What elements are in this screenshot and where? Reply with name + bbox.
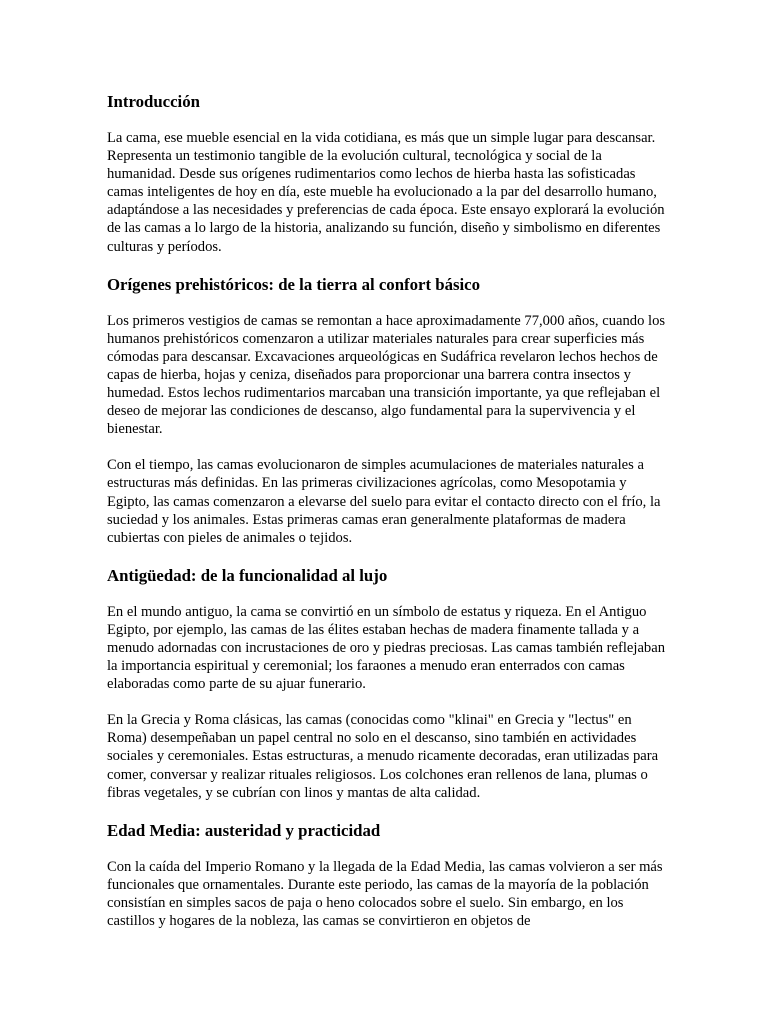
paragraph: Los primeros vestigios de camas se remontan a hace aproximadamente 77,000 años, cuando los humanos prehistóricos comenzaron a utilizar materiales naturales para crear superficies más cómodas para descansar. Excavaciones arqueológicas en Sudáfrica revelaron lechos hechos de capas de hierba, hojas y ceniza, diseñados para proporcionar una barrera contra insectos y humedad. Estos lechos rudimentarios marcaban una transición importante, ya que reflejaban el deseo de mejorar las condiciones de descanso, algo fundamental para la supervivencia y el bienestar.: [107, 312, 666, 438]
section-antiguedad: [107, 565, 669, 802]
section-heading: Edad Media: austeridad y practicidad: [107, 820, 381, 840]
section-introduccion: [107, 91, 669, 256]
section-edad-media: [107, 820, 669, 930]
section-origenes-prehistoricos: [107, 274, 669, 547]
section-heading: Antigüedad: de la funcionalidad al lujo: [107, 565, 388, 585]
paragraph: En el mundo antiguo, la cama se convirtió en un símbolo de estatus y riqueza. En el Antiguo Egipto, por ejemplo, las camas de las élites estaban hechas de madera finamente tallada y a menudo adornadas con incrustaciones de oro y piedras preciosas. Las camas también reflejaban la importancia espiritual y ceremonial; los faraones a menudo eran enterrados con camas elaboradas como parte de su ajuar funerario.: [107, 603, 665, 693]
section-heading: Orígenes prehistóricos: de la tierra al confort básico: [107, 274, 480, 294]
paragraph: Con la caída del Imperio Romano y la llegada de la Edad Media, las camas volvieron a ser más funcionales que ornamentales. Durante este periodo, las camas de la mayoría de la población consistían en simples sacos de paja o heno colocados sobre el suelo. Sin embargo, en los castillos y hogares de la nobleza, las camas se convirtieron en objetos de: [107, 858, 663, 929]
paragraph: La cama, ese mueble esencial en la vida cotidiana, es más que un simple lugar para descansar. Representa un testimonio tangible de la evolución cultural, tecnológica y social de la humanidad. Desde sus orígenes rudimentarios como lechos de hierba hasta las sofisticadas camas inteligentes de hoy en día, este mueble ha evolucionado a la par del desarrollo humano, adaptándose a las necesidades y preferencias de cada época. Este ensayo explorará la evolución de las camas a lo largo de la historia, analizando su función, diseño y simbolismo en diferentes culturas y períodos.: [107, 130, 665, 255]
document-body: [107, 91, 669, 948]
paragraph: Con el tiempo, las camas evolucionaron de simples acumulaciones de materiales naturales a estructuras más definidas. En las primeras civilizaciones agrícolas, como Mesopotamia y Egipto, las camas comenzaron a elevarse del suelo para evitar el contacto directo con el frío, la suciedad y los animales. Estas primeras camas eran generalmente plataformas de madera cubiertas con pieles de animales o tejidos.: [107, 457, 661, 546]
section-heading: Introducción: [107, 92, 200, 111]
paragraph: En la Grecia y Roma clásicas, las camas (conocidas como "klinai" en Grecia y "lectus" en Roma) desempeñaban un papel central no solo en el descanso, sino también en actividades sociales y ceremoniales. Estas estructuras, a menudo ricamente decoradas, eran utilizadas para comer, conversar y realizar rituales religiosos. Los colchones eran rellenos de lana, plumas o fibras vegetales, y se cubrían con linos y mantas de alta calidad.: [107, 712, 659, 801]
